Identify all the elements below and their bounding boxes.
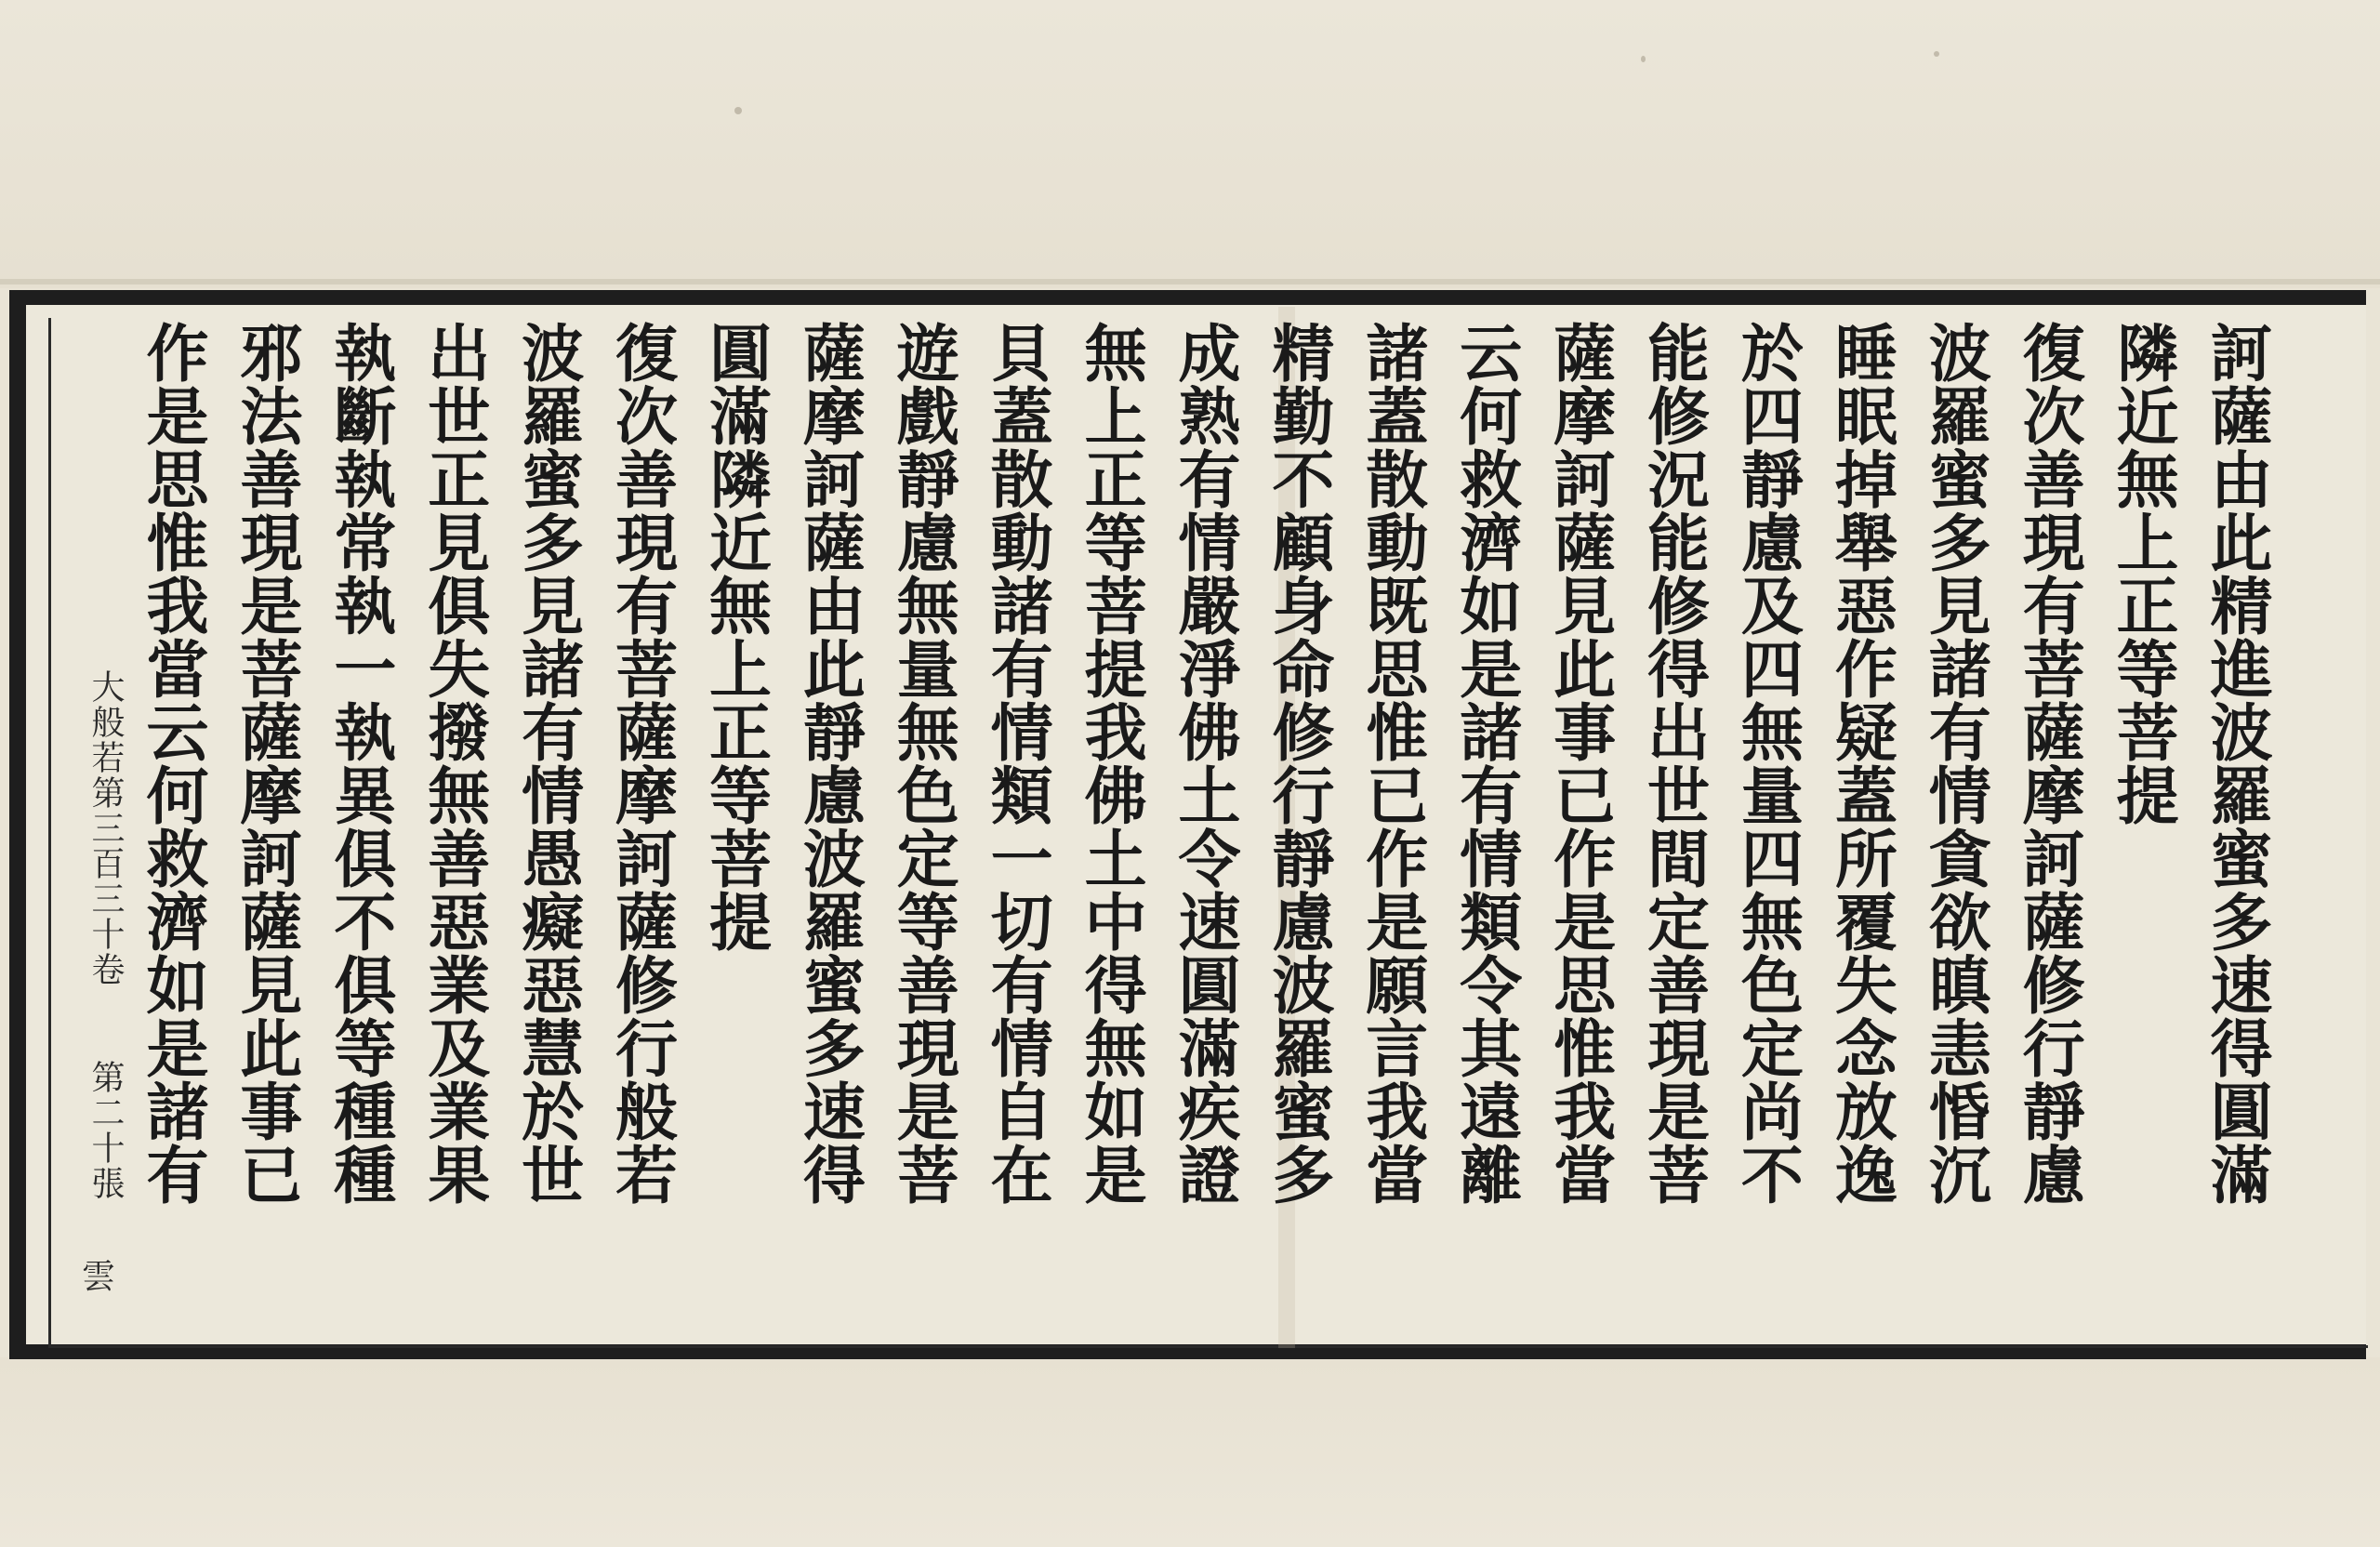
- text-column-14: 貝蓋散動諸有情類一切有情自在: [981, 321, 1055, 1206]
- text-column-11: 精勤不顧身命修行靜慮波羅蜜多: [1262, 321, 1336, 1206]
- paper-bottom-margin: [0, 1357, 2380, 1547]
- text-column-3: 復次善現有菩薩摩訶薩修行靜慮: [2013, 321, 2087, 1206]
- text-column-9: 云何救濟如是諸有情類令其遠離: [1449, 321, 1524, 1206]
- paper-spot: [1641, 56, 1646, 62]
- text-column-17: 圓滿隣近無上正等菩提: [699, 321, 774, 953]
- text-column-2: 隣近無上正等菩提: [2107, 321, 2181, 826]
- paper-spot: [734, 107, 742, 114]
- text-column-20: 出世正見俱失撥無善惡業及業果: [417, 321, 492, 1206]
- text-column-15: 遊戲靜慮無量無色定等善現是菩: [887, 321, 961, 1206]
- text-column-12: 成熟有情嚴淨佛土令速圓滿疾證: [1168, 321, 1242, 1206]
- scripture-text-block: [137, 321, 2274, 1353]
- text-column-13: 無上正等菩提我佛土中得無如是: [1075, 321, 1149, 1206]
- margin-volume-title: 大般若第三百三十卷: [86, 669, 125, 987]
- text-column-22: 邪法善現是菩薩摩訶薩見此事已: [230, 321, 304, 1206]
- paper-fold: [0, 279, 2380, 284]
- margin-sheet-number: 第二十張: [86, 1060, 125, 1201]
- text-column-1: 訶薩由此精進波羅蜜多速得圓滿: [2200, 321, 2274, 1206]
- text-column-23: 作是思惟我當云何救濟如是諸有: [137, 321, 210, 1206]
- text-column-5: 睡眠掉舉惡作疑蓋所覆失念放逸: [1825, 321, 1899, 1206]
- paper-spot: [1934, 51, 1939, 57]
- paper-top-margin: [0, 0, 2380, 288]
- text-column-6: 於四靜慮及四無量四無色定尚不: [1731, 321, 1805, 1206]
- text-column-18: 復次善現有菩薩摩訶薩修行般若: [605, 321, 680, 1206]
- text-column-21: 執斷執常執一執異俱不俱等種種: [324, 321, 398, 1206]
- text-column-7: 能修況能修得出世間定善現是菩: [1637, 321, 1712, 1206]
- text-column-4: 波羅蜜多見諸有情貪欲瞋恚惛沉: [1919, 321, 1993, 1206]
- text-column-19: 波羅蜜多見諸有情愚癡惡慧於世: [511, 321, 586, 1206]
- margin-carver-mark: 雲: [82, 1258, 116, 1296]
- text-column-8: 薩摩訶薩見此事已作是思惟我當: [1543, 321, 1618, 1206]
- text-column-10: 諸蓋散動既思惟已作是願言我當: [1355, 321, 1430, 1206]
- text-column-16: 薩摩訶薩由此靜慮波羅蜜多速得: [793, 321, 867, 1206]
